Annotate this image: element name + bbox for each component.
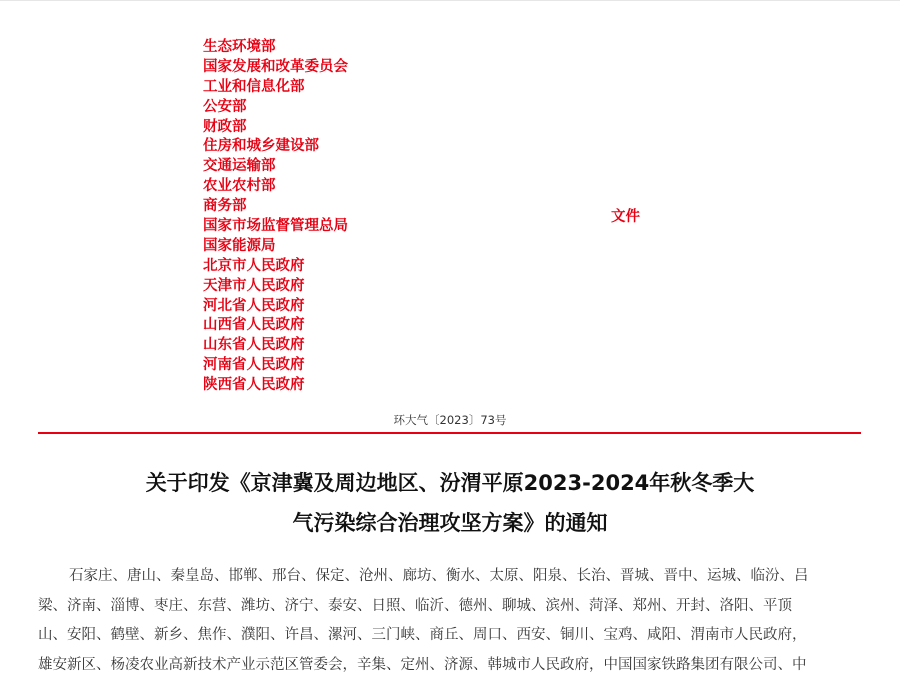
issuer-item: 农业农村部 <box>203 178 276 195</box>
issuer-list <box>203 38 348 396</box>
issuer-item: 山西省人民政府 <box>203 317 305 334</box>
top-edge-line <box>0 0 900 1</box>
body-line: 梁、济南、淄博、枣庄、东营、潍坊、济宁、泰安、日照、临沂、德州、聊城、滨州、菏泽、郑州、开封、洛阳、平顶 <box>38 597 792 614</box>
issuer-item: 陕西省人民政府 <box>203 377 305 394</box>
body-line: 雄安新区、杨凌农业高新技术产业示范区管委会，辛集、定州、济源、韩城市人民政府，中国国家铁路集团有限公司、中 <box>38 656 807 673</box>
issuer-item: 公安部 <box>203 98 247 115</box>
title-line: 关于印发《京津冀及周边地区、汾渭平原2023-2024年秋冬季大 <box>145 471 755 495</box>
issuer-item: 生态环境部 <box>203 39 276 55</box>
issuer-item: 北京市人民政府 <box>203 257 305 274</box>
body-line: 石家庄、唐山、秦皇岛、邯郸、邢台、保定、沧州、廊坊、衡水、太原、阳泉、长治、晋城、晋中、运城、临汾、吕 <box>69 568 809 584</box>
issuer-item: 工业和信息化部 <box>203 78 305 95</box>
document-title <box>0 463 900 543</box>
document-word: 文件 <box>611 209 640 225</box>
issuer-item: 河南省人民政府 <box>203 357 305 374</box>
issuer-item: 国家市场监督管理总局 <box>203 218 348 235</box>
red-separator-line <box>38 432 861 434</box>
body-line: 山、安阳、鹤壁、新乡、焦作、濮阳、许昌、漯河、三门峡、商丘、周口、西安、铜川、宝鸡、咸阳、渭南市人民政府， <box>38 627 807 643</box>
issuer-item: 天津市人民政府 <box>203 277 305 294</box>
title-line: 气污染综合治理攻坚方案》的通知 <box>292 511 608 535</box>
recipient-paragraph <box>38 562 862 680</box>
issuer-item: 河北省人民政府 <box>203 297 305 314</box>
issuer-item: 商务部 <box>203 198 247 215</box>
issuer-item: 财政部 <box>203 118 247 135</box>
document-number: 环大气〔2023〕73号 <box>393 413 507 427</box>
issuer-item: 交通运输部 <box>203 158 276 175</box>
issuer-item: 住房和城乡建设部 <box>203 138 319 155</box>
issuer-item: 国家能源局 <box>203 237 276 254</box>
issuer-item: 山东省人民政府 <box>203 337 305 354</box>
issuer-item: 国家发展和改革委员会 <box>203 58 348 75</box>
